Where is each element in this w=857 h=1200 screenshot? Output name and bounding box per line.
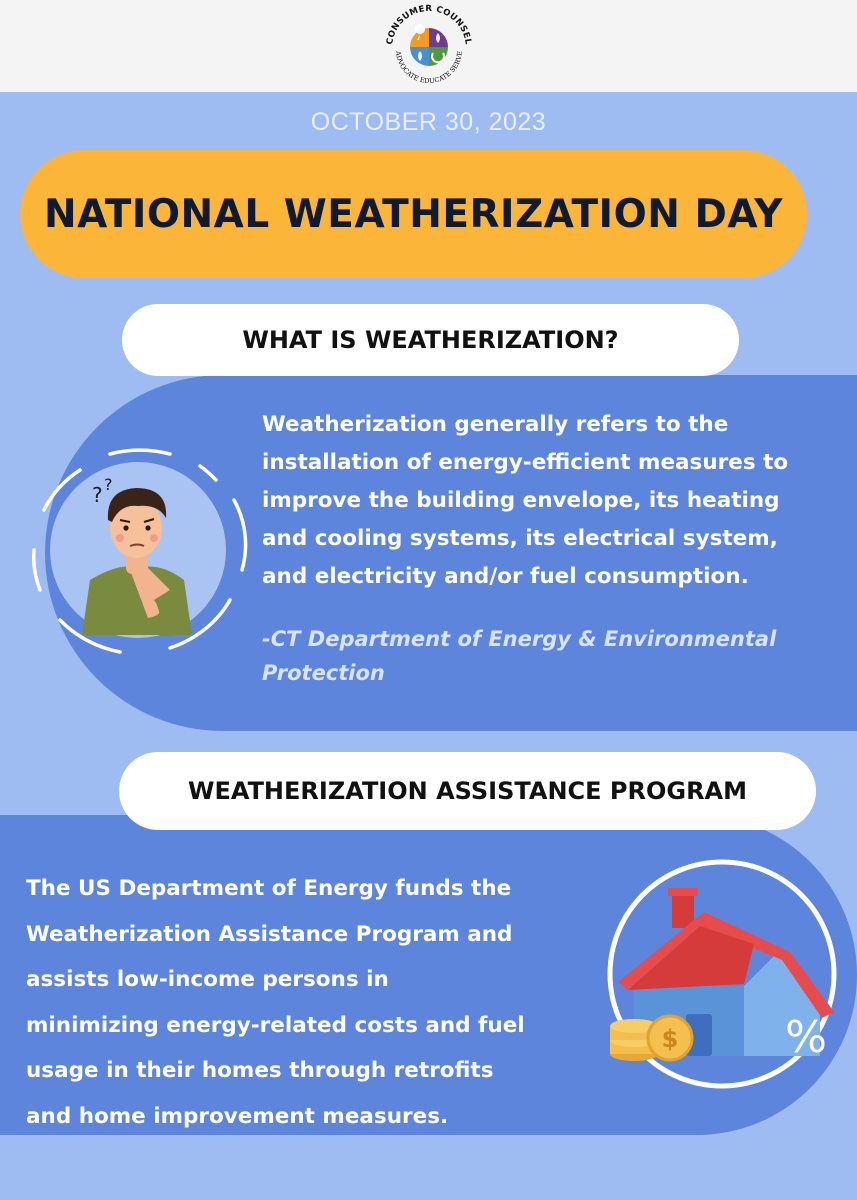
dollar-symbol: $ (661, 1025, 679, 1053)
section2-heading: WEATHERIZATION ASSISTANCE PROGRAM (187, 777, 748, 805)
percent-symbol: % (785, 1012, 827, 1063)
section2-line: Weatherization Assistance Program and (26, 921, 513, 947)
event-date: OCTOBER 30, 2023 (310, 108, 547, 136)
title-banner (20, 150, 807, 278)
quote-line: Protection (262, 661, 385, 685)
section1-line: improve the building envelope, its heating (262, 488, 780, 513)
house-savings-icon (594, 856, 850, 1092)
page-title: NATIONAL WEATHERIZATION DAY (43, 191, 784, 237)
quote-line: -CT Department of Energy & Environmental (262, 627, 777, 651)
svg-text:CONSUMER COUNSEL: CONSUMER COUNSEL (385, 4, 473, 46)
svg-text:?: ? (92, 483, 103, 507)
header (0, 0, 857, 92)
section2-line: assists low-income persons in (26, 967, 389, 992)
consumer-counsel-logo (382, 4, 476, 88)
section1-heading-pill (122, 304, 739, 376)
section1-line: installation of energy-efficient measures to (262, 450, 789, 475)
section2-line: and home improvement measures. (26, 1103, 449, 1129)
section1-quote (262, 622, 842, 690)
section1-line: Weatherization generally refers to the (262, 412, 729, 437)
svg-text:ADVOCATE EDUCATE SERVE: ADVOCATE EDUCATE SERVE (393, 50, 465, 86)
section1-line: and cooling systems, its electrical system, (262, 526, 778, 551)
section1-line: and electricity and/or fuel consumption. (262, 564, 749, 589)
logo-quadrants (410, 24, 448, 66)
section2-heading-pill (119, 752, 816, 830)
section1-heading: WHAT IS WEATHERIZATION? (242, 326, 619, 354)
section2-line: minimizing energy-related costs and fuel (26, 1012, 525, 1038)
section1-text (262, 406, 842, 596)
svg-text:?: ? (104, 475, 113, 494)
thinking-man-icon (20, 440, 256, 660)
section2-line: The US Department of Energy funds the (26, 876, 512, 901)
section2-line: usage in their homes through retrofits (26, 1058, 494, 1083)
section2-text (26, 866, 586, 1139)
